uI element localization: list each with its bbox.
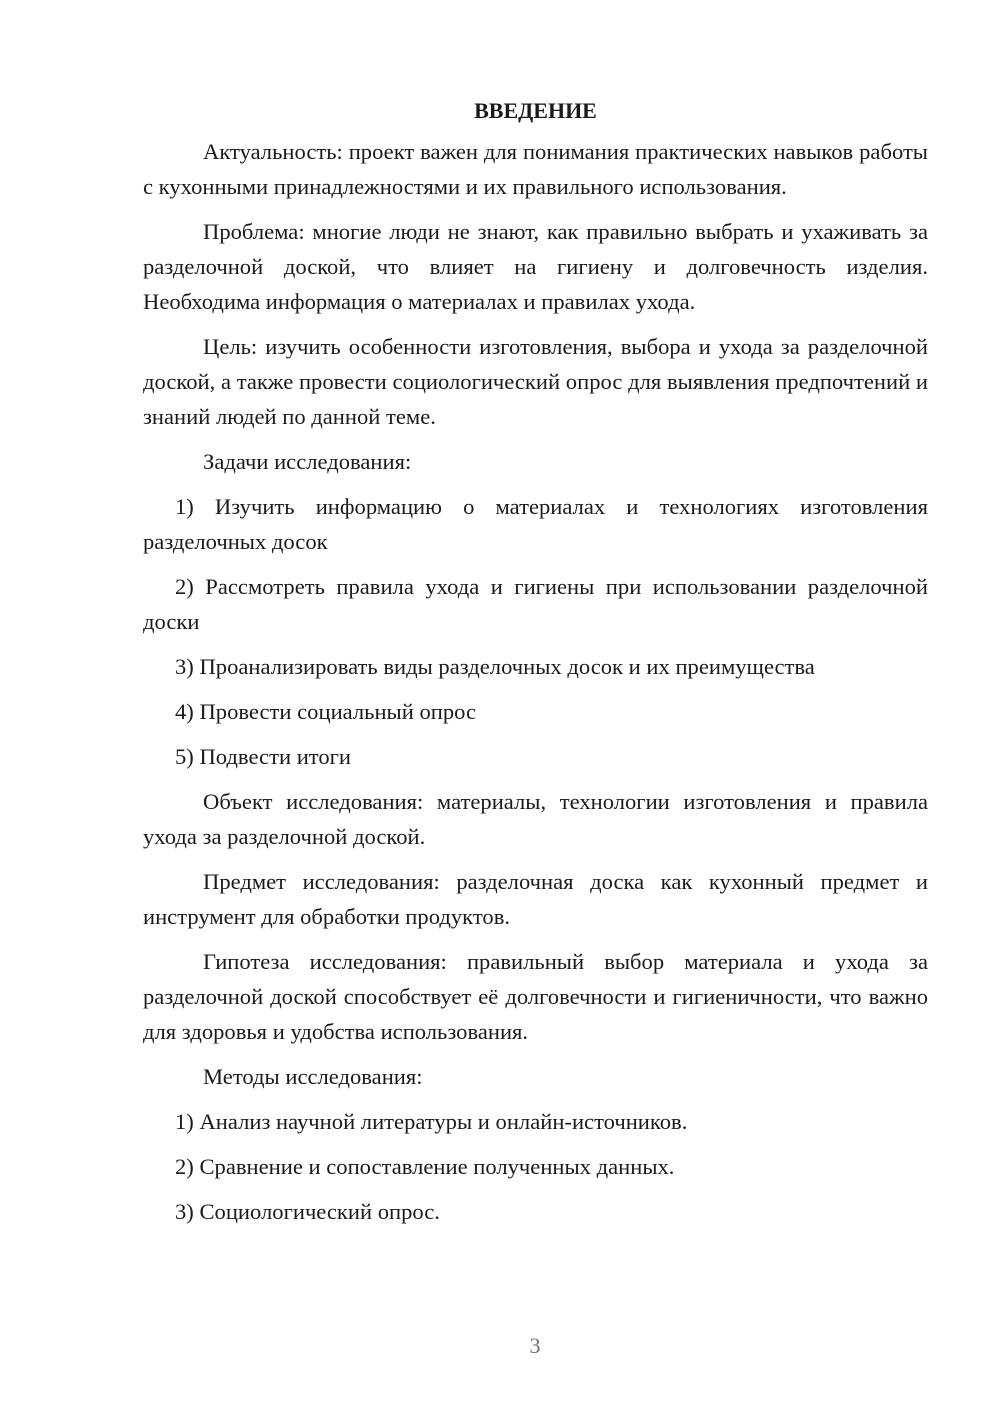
relevance-paragraph: Актуальность: проект важен для понимания практических навыков работы с кухонными принадлежностями и их правильного использования. xyxy=(143,139,928,199)
task-item-3: 3) Проанализировать виды разделочных досок и их преимущества xyxy=(175,654,815,679)
tasks-heading: Задачи исследования: xyxy=(203,449,412,474)
hypothesis-paragraph: Гипотеза исследования: правильный выбор материала и ухода за разделочной доской способствует её долговечности и гигиеничности, что важно для здоровья и удобства использования. xyxy=(143,949,928,1044)
page-content xyxy=(143,88,928,1239)
goal-paragraph: Цель: изучить особенности изготовления, выбора и ухода за разделочной доской, а также провести социологический опрос для выявления предпочтений и знаний людей по данной теме. xyxy=(143,334,928,429)
page-title: ВВЕДЕНИЕ xyxy=(474,98,597,123)
method-item-3: 3) Социологический опрос. xyxy=(175,1199,440,1224)
task-item-5: 5) Подвести итоги xyxy=(175,744,352,769)
method-item-2: 2) Сравнение и сопоставление полученных данных. xyxy=(175,1154,675,1179)
problem-paragraph: Проблема: многие люди не знают, как правильно выбрать и ухаживать за разделочной доской, что влияет на гигиену и долговечность изделия. Необходима информация о материалах и правилах ухода. xyxy=(143,219,928,314)
task-item-4: 4) Провести социальный опрос xyxy=(175,699,477,724)
subject-paragraph: Предмет исследования: разделочная доска как кухонный предмет и инструмент для обработки продуктов. xyxy=(143,869,928,929)
task-item-1: 1) Изучить информацию о материалах и технологиях изготовления разделочных досок xyxy=(143,494,928,554)
methods-heading: Методы исследования: xyxy=(203,1064,423,1089)
task-item-2: 2) Рассмотреть правила ухода и гигиены при использовании разделочной доски xyxy=(143,574,928,634)
object-paragraph: Объект исследования: материалы, технологии изготовления и правила ухода за разделочной доской. xyxy=(143,789,928,849)
method-item-1: 1) Анализ научной литературы и онлайн-источников. xyxy=(175,1109,688,1134)
page-number: 3 xyxy=(529,1333,541,1358)
